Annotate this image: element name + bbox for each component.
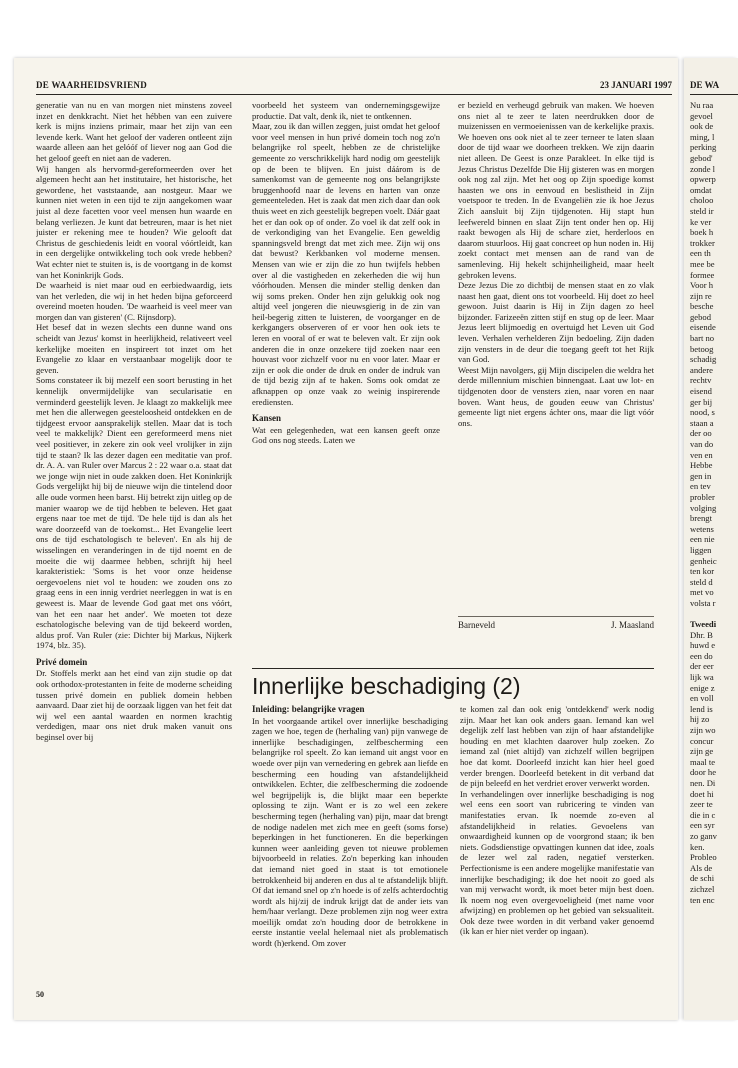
adjacent-page-line: zeer te: [690, 799, 713, 810]
adjacent-page-line: zijn re: [690, 290, 712, 301]
adjacent-page-line: doet hi: [690, 788, 714, 799]
adjacent-page-line: der eer: [690, 661, 714, 672]
adjacent-page-line: volging: [690, 502, 717, 513]
adjacent-page-line: bart no: [690, 333, 715, 344]
adjacent-page-line: die in c: [690, 809, 716, 820]
article1-column-1: [36, 100, 232, 998]
adjacent-page-line: eisende: [690, 322, 716, 333]
paragraph: Maar, zou ik dan willen zeggen, juist omdat het geloof voor veel mensen in hun privé domein toch nog zo'n belangrijke rol speelt, hebben ze de christelijke gemeente zo verschrikkelijk hard nodig om geestelijk op de been te blijven. En juist dáárom is de samenkomst van de gemeente nog ons belangrijkste bruggenhoofd naar de levens en harten van onze gemeenteleden. Het is zaak dat men zich daar dan ook thuis weet en zich geestelijk begrepen voelt. Dáár gaat het er dan ook op of onder. Zo voel ik dat zelf ook in de verkondiging van het Evangelie. Een geweldig spanningsveld brengt dat met zich mee. Zijn wij ons dat bewust? Kerkbanken vol moderne mensen. Mensen van wie er zijn die zo hun twijfels hebben over al die vastigheden en zekerheden die wij hun vóórhouden. Mensen die minder stellig denken dan wij soms preken. Onder hen zijn gelukkig ook nog altijd veel jongeren die nieuwsgierig in de zin van heil-begerig zitten te luisteren, de voorganger en de kerkgangers observeren of er voor hen ook iets te leren en vooral of er wat te beleven valt. Er zijn ook anderen die in onze onzekere tijd zoeken naar een houvast voor zichzelf voor nu en voor later. Maar er zijn er ook die onder de druk en onder de indruk van de tijd bezig zijn af te haken. Soms ook omdat ze afknappen op onze vaak zo weinig inspirerende erediensten.: [252, 121, 440, 407]
paragraph: voorbeeld het systeem van ondernemingsgewijze productie. Dat valt, denk ik, niet te ontkennen.: [252, 100, 440, 121]
adjacent-page-line: een nie: [690, 534, 715, 545]
adjacent-page-line: liggen: [690, 544, 712, 555]
newspaper-page: [14, 58, 678, 1020]
page-number: 50: [36, 990, 44, 999]
adjacent-page-line: ten kor: [690, 566, 715, 577]
adjacent-page-text: [690, 100, 738, 905]
adjacent-page-line: en voll: [690, 693, 714, 704]
subheading-prive-domein: Privé domein: [36, 656, 88, 667]
adjacent-page-line: andere: [690, 364, 713, 375]
adjacent-page-edge: [684, 58, 738, 1020]
adjacent-page-line: steld d: [690, 576, 713, 587]
adjacent-page-line: [690, 609, 738, 620]
adjacent-page-line: eisend: [690, 386, 712, 397]
adjacent-page-line: wetens: [690, 523, 714, 534]
article2-column-right: [460, 704, 654, 1006]
adjacent-page-line: boek h: [690, 227, 714, 238]
adjacent-page-line: perking: [690, 142, 717, 153]
adjacent-page-line: mee be: [690, 258, 715, 269]
paragraph: er bezield en verheugd gebruik van maken. We hoeven ons niet al te zeer te laten neerdrukken door de muizenissen en vermoeienissen van de kerkelijke praxis. We hoeven ons ook niet al te zeer terneer te laten slaan door de tijd waar we doorheen trekken. We zijn daarin niet alleen. De Geest is onze Parakleet. In elke tijd is Jezus Christus Dezelfde Die Hij gisteren was en morgen ook nog zal zijn. Met het oog op Zijn spoedige komst haasten we ons in eenvoud en beslistheid in Zijn voetspoor te treden. In de Evangeliën zie ik hoe Jezus Zich aansluit bij Zijn tijdgenoten. Hij stapt hun leefwereld binnen en slaat Zijn tent onder hen op. Hij raakt bewogen als Hij de schare ziet, herderloos en daarom stuurloos. Hij gaat concreet op hun noden in. Hij zoekt contact met mensen aan de rand van de samenleving. Hij hekelt schijnheiligheid, maar heelt gebroken levens.: [458, 100, 654, 280]
adjacent-page-line: een syr: [690, 820, 715, 831]
paragraph: Soms constateer ik bij mezelf een soort berusting in het kennelijk onvermijdelijke van secularisatie en verminderd geestelijk leven. Je klaagt zo makkelijk mee met hen die allerwegen geesteloosheid ontdekken en de tijdgeest ervoor aansprakelijk stellen. Maar dat is toch veel te makkelijk? Dient een gereformeerd mens niet veel positiever, in zekere zin ook veel vrolijker in zijn tijd te staan? Ik las dezer dagen een meditatie van prof. dr. A. A. van Ruler over Marcus 2 : 22 waar o.a. staat dat we jonge wijn niet in oude zakken doen. Het Koninkrijk Gods vergelijkt hij bij de nieuwe wijn die tintelend door alle oude vormen heen barst. Hij betrekt zijn uitleg op de manier waarop we de tijd hebben te beleven. Het gaat ergens naar toe met de tijd. 'De hele tijd is dan als het ware doorzeefd van de toekomst... Het Evangelie leert ons de tijd eschatologisch te beleven'. En als hij de wisselingen en veranderingen in de tijd noemt en de moeite die wij daarmee hebben, schrijft hij heel karakteristiek: 'Soms is het voor onze heidense oergevoelens niet vol te houden: we zouden ons zo graag eens in een innig verdriet neerleggen in wat is en geweest is. Maar de levende God gaat met ons vóórt, van het een naar het ander'. We moeten tot deze eschatologische beleving van de tijd bekeerd worden, aldus prof. Van Ruler (zie: Dichter bij Markus, Nijkerk 1974, blz. 35).: [36, 375, 232, 651]
adjacent-page-line: ming, l: [690, 131, 715, 142]
adjacent-page-line: nen. Di: [690, 778, 716, 788]
adjacent-page-line: Hebbe: [690, 460, 713, 471]
adjacent-page-line: Voor h: [690, 280, 713, 291]
signature-author: J. Maasland: [611, 620, 654, 630]
adjacent-page-line: door he: [690, 767, 717, 778]
adjacent-page-line: zonde l: [690, 163, 716, 174]
paragraph: te komen zal dan ook enig 'ontdekkend' werk nodig zijn. Maar het kan ook anders gaan. Iemand kan wel degelijk zelf last hebben van zijn of haar afstandelijke houding en met klachten daarover hulp zoeken. Zo iemand zal (niet altijd) van zichzelf willen begrijpen hoe dat komt. Doorleefd inzicht kan hier heel goed verder brengen. Doorleefd betekent in dit verband dat de pijn beleefd en het verdriet erover verwerkt worden.: [460, 704, 654, 789]
subheading-inleiding: Inleiding: belangrijke vragen: [252, 704, 365, 714]
adjacent-page-line: schadig: [690, 354, 717, 365]
signature-place: Barneveld: [458, 620, 495, 630]
adjacent-page-line: zo ganv: [690, 830, 717, 841]
adjacent-page-line: der oo: [690, 428, 712, 439]
article-signature: [458, 616, 654, 634]
adjacent-page-line: steld ir: [690, 205, 714, 216]
adjacent-page-line: maal te: [690, 756, 716, 767]
adjacent-page-header: DE WA: [690, 78, 738, 95]
adjacent-page-line: choloo: [690, 195, 714, 206]
adjacent-page-line: besche: [690, 301, 714, 312]
paragraph: Dr. Stoffels merkt aan het eind van zijn studie op dat ook orthodox-protestanten in feite de moderne scheiding tussen privé domein en publiek domein hebben aanvaard. Daar ziet hij de oorzaak liggen van het feit dat wij wel een aantal waarden en normen krachtig verdedigen, maar ons niet druk maken vanuit ons beginsel over bij: [36, 668, 232, 743]
issue-date: 23 JANUARI 1997: [600, 80, 672, 90]
paragraph: Weest Mijn navolgers, gij Mijn discipelen die weldra het derde millennium mischien binnengaat. Laat uw lot- en tijdgenoten door de vensters zien, naar voren en naar boven. Want heus, de gouden eeuw van Christus' gemeente ligt niet ergens áchter ons, maar die ligt vóór ons.: [458, 364, 654, 428]
paragraph: Het besef dat in wezen slechts een dunne wand ons scheidt van Jezus' komst in heerlijkheid, relativeert veel kerkelijke moeiten en inspireert tot inzet om het Evangelie zo klaar en verstaanbaar mogelijk door te geven.: [36, 322, 232, 375]
article2-column-left: [252, 704, 448, 1006]
adjacent-page-line: een do: [690, 650, 713, 661]
adjacent-page-line: probler: [690, 491, 715, 502]
adjacent-page-line: met vo: [690, 587, 714, 598]
adjacent-page-line: ke ver: [690, 216, 712, 227]
adjacent-page-line: gebod: [690, 311, 712, 322]
adjacent-page-line: zichzel: [690, 883, 715, 894]
adjacent-page-line: gebod': [690, 152, 713, 163]
adjacent-page-line: een th: [690, 248, 711, 259]
adjacent-page-line: en tev: [690, 481, 711, 492]
adjacent-page-line: ven en: [690, 449, 713, 460]
adjacent-page-line: Als de: [690, 862, 713, 873]
adjacent-page-line: trokker: [690, 237, 715, 248]
article1-column-2: [252, 100, 440, 668]
adjacent-page-line: volsta r: [690, 597, 716, 608]
paragraph: In verhandelingen over innerlijke beschadiging is nog wel eens een soort van rubricering te vinden van manifestaties ervan. Ik noemde zo-even al afstandelijkheid in relaties. Gevoelens van onwaardigheid kunnen op de voorgrond staan; ik ben niets. Godsdienstige opvattingen kunnen dat idee, zoals de lezer wel zal raden, negatief versterken. Perfectionisme is een andere mogelijke manifestatie van innerlijke beschadiging; ik doe het nooit zo goed als van mij verwacht wordt, ik moet beter mijn best doen. Ik noem nog even overgevoeligheid (met name voor afwijzing) en problemen op het gebied van seksualiteit. Ook deze twee worden in dit verband vaker genoemd (ik kan er hier niet verder op ingaan).: [460, 788, 654, 937]
adjacent-page-line: enige z: [690, 682, 715, 693]
adjacent-page-line: opwerp: [690, 174, 716, 185]
adjacent-page-line: gen in: [690, 470, 712, 481]
article1-column-3: [458, 100, 654, 628]
paragraph: De waarheid is niet maar oud en eerbiedwaardig, iets van het verleden, die wij in het heden bijna geforceerd overeind moeten houden. 'De waarheid is veel meer van morgen dan van gisteren' (C. Rijnsdorp).: [36, 280, 232, 322]
adjacent-page-line: huwd e: [690, 640, 716, 651]
adjacent-page-line: rechtv: [690, 375, 712, 386]
adjacent-page-line: omdat: [690, 184, 712, 195]
adjacent-page-line: ger bij: [690, 396, 713, 407]
adjacent-page-line: ten enc: [690, 894, 715, 905]
adjacent-page-line: lend is: [690, 703, 713, 714]
adjacent-page-line: betoog: [690, 343, 714, 354]
adjacent-page-line: zijn wo: [690, 725, 716, 736]
adjacent-page-line: Nu raa: [690, 100, 714, 110]
publication-name: DE WAARHEIDSVRIEND: [36, 80, 148, 90]
adjacent-page-line: nood, s: [690, 407, 715, 418]
adjacent-page-line: Probleo: [690, 852, 717, 863]
adjacent-page-line: zijn ge: [690, 746, 714, 757]
article2-title: Innerlijke beschadiging (2): [252, 673, 521, 699]
adjacent-page-line: ken.: [690, 841, 705, 852]
adjacent-page-line: van do: [690, 439, 714, 449]
adjacent-page-line: Dhr. B: [690, 629, 713, 640]
adjacent-page-line: ook de: [690, 121, 714, 132]
adjacent-page-line: concur: [690, 735, 714, 746]
adjacent-page-line: formee: [690, 269, 715, 280]
adjacent-page-line: brengt: [690, 513, 712, 524]
adjacent-page-line: staan a: [690, 417, 714, 428]
page-header: [36, 78, 672, 95]
adjacent-page-line: genheic: [690, 555, 717, 566]
paragraph: Wij hangen als hervormd-gereformeerden over het algemeen hecht aan het institutaire, het historische, het gewordene, het vaststaande, aan nostgeur. Maar we kunnen niet weten in een tijd te zijn aangekomen waar juist al deze facetten voor veel mensen hun waarde en belang verliezen. Je kunt dat betreuren, maar is het niet juister er rekening mee te houden? Wie gelooft dat Christus de geschiedenis leidt en vooral vóórtleidt, kan in een dergelijke ontwikkeling toch ook vrede hebben? Wat echter niet te stuiten is, is de voortgang in de komst van het Koninkrijk Gods.: [36, 163, 232, 280]
paragraph: In het voorgaande artikel over innerlijke beschadiging zagen we hoe, tegen de (herhaling van) pijn vanwege de innerlijke beschadigingen, zelfbescherming een belangrijke rol speelt. Zo kan iemand uit angst voor en woede over pijn van vernedering en gebrek aan liefde en bescherming een houding van afstandelijkheid ontwikkelen. Echter, die zelfbescherming die zodoende wel begrijpelijk is, die blijkt maar een beperkte oplossing te zijn. Want er is zo wel een zekere bescherming tegen (herhaling van) pijn, maar dat brengt de nodige nadelen met zich mee en geeft (soms forse) beperkingen in het functioneren. En die beperkingen kunnen weer aanleiding geven tot nieuwe problemen bijvoorbeeld in relaties. Zo'n beperking kan inhouden dat iemand niet goed in staat is tot emotionele betrokkenheid bij anderen en dus al te afstandelijk blijft. Of dat iemand snel op z'n hoede is of zelfs achterdochtig wordt als hij/zij de indruk krijgt dat de ander iets van hem/haar verlangt. Deze problemen zijn nog weer extra moeilijk omdat zo'n houding door de betrokkene in eerste instantie veelal helemaal niet als problematisch wordt (h)erkend. Om zover: [252, 715, 448, 949]
paragraph: Deze Jezus Die zo dichtbij de mensen staat en zo vlak naast hen gaat, dient ons tot voorbeeld. Hij doet zo heel gewoon. Juist daarin is Hij in Zijn dagen zo heel bijzonder. Farizeeën zitten stijf en stug op de leer. Maar Jezus leert blijmoedig en overtuigd het Leven uit God leven. Verhalen verhelderen Zijn bedoeling. Zijn daden zijn vensters in de deur die toegang geeft tot het Rijk van God.: [458, 280, 654, 365]
adjacent-page-line: hij zo: [690, 714, 710, 725]
article-divider: [252, 668, 654, 669]
paragraph: generatie van nu en van morgen niet minstens zoveel inzet en denkkracht. Niet het hébben van een zuivere kerk is mijns inziens primair, maar het zijn van een levende kerk. Want het geloof der vaderen ontleent zijn waarde alleen aan het gelóóf of liever nog aan God die het geloof geeft en niet aan de vaderen.: [36, 100, 232, 163]
subheading-kansen: Kansen: [252, 413, 282, 424]
adjacent-page-line: de schi: [690, 873, 715, 884]
adjacent-page-line: Tweedi: [690, 619, 717, 630]
adjacent-page-line: gevoel: [690, 110, 713, 121]
paragraph: Wat een gelegenheden, wat een kansen geeft onze God ons nog steeds. Laten we: [252, 424, 440, 446]
adjacent-page-line: lijk wa: [690, 672, 714, 683]
